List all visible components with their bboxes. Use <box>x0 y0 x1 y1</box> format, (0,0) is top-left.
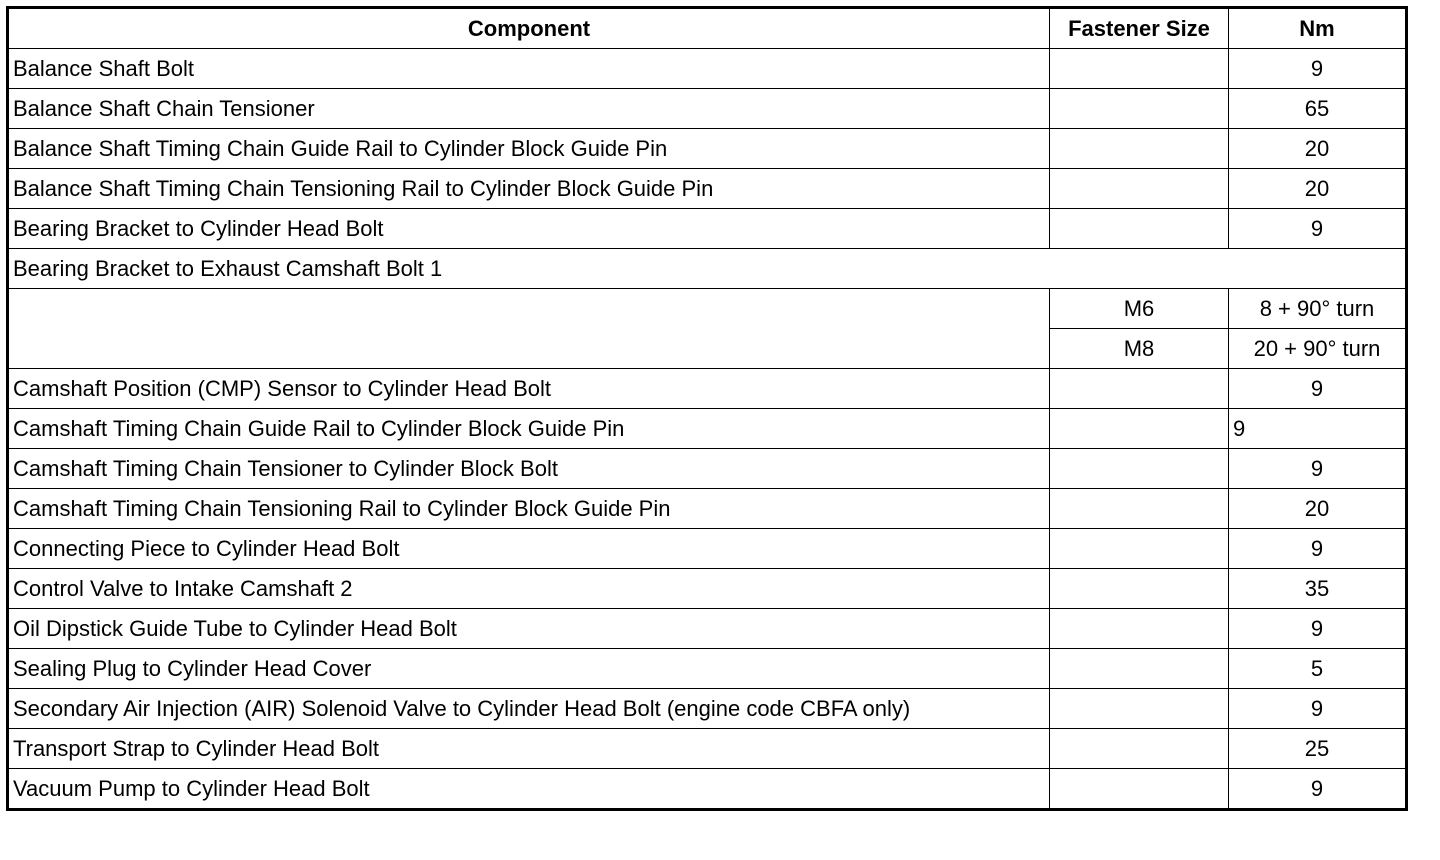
component-cell: Balance Shaft Bolt <box>8 49 1050 89</box>
component-cell <box>8 289 1050 369</box>
table-row <box>8 369 1407 409</box>
torque-specification-table <box>6 6 1408 811</box>
component-group-cell: Bearing Bracket to Exhaust Camshaft Bolt 1 <box>8 249 1407 289</box>
table-row <box>8 689 1407 729</box>
fastener-size-cell <box>1050 649 1229 689</box>
fastener-size-cell <box>1050 489 1229 529</box>
torque-cell: 20 <box>1229 129 1407 169</box>
fastener-size-cell <box>1050 729 1229 769</box>
torque-cell: 9 <box>1229 529 1407 569</box>
torque-cell: 9 <box>1229 609 1407 649</box>
torque-cell: 9 <box>1229 449 1407 489</box>
table-row <box>8 529 1407 569</box>
header-row <box>8 8 1407 49</box>
table-row <box>8 609 1407 649</box>
fastener-size-cell <box>1050 569 1229 609</box>
table-row <box>8 169 1407 209</box>
torque-cell: 5 <box>1229 649 1407 689</box>
torque-cell: 9 <box>1229 409 1407 449</box>
fastener-size-cell <box>1050 409 1229 449</box>
table-row <box>8 289 1407 329</box>
component-cell: Camshaft Timing Chain Tensioning Rail to Cylinder Block Guide Pin <box>8 489 1050 529</box>
table-row <box>8 89 1407 129</box>
header-fastener-size: Fastener Size <box>1050 8 1229 49</box>
fastener-size-cell <box>1050 769 1229 810</box>
torque-cell: 25 <box>1229 729 1407 769</box>
fastener-size-cell <box>1050 89 1229 129</box>
fastener-size-cell <box>1050 209 1229 249</box>
component-cell: Balance Shaft Timing Chain Tensioning Rail to Cylinder Block Guide Pin <box>8 169 1050 209</box>
fastener-size-cell <box>1050 169 1229 209</box>
table-row <box>8 569 1407 609</box>
component-cell: Vacuum Pump to Cylinder Head Bolt <box>8 769 1050 810</box>
table-row <box>8 729 1407 769</box>
torque-cell: 20 + 90° turn <box>1229 329 1407 369</box>
component-cell: Camshaft Timing Chain Tensioner to Cylinder Block Bolt <box>8 449 1050 489</box>
torque-cell: 20 <box>1229 169 1407 209</box>
fastener-size-cell <box>1050 449 1229 489</box>
torque-cell: 9 <box>1229 49 1407 89</box>
component-cell: Camshaft Position (CMP) Sensor to Cylinder Head Bolt <box>8 369 1050 409</box>
component-cell: Connecting Piece to Cylinder Head Bolt <box>8 529 1050 569</box>
header-nm: Nm <box>1229 8 1407 49</box>
torque-cell: 20 <box>1229 489 1407 529</box>
component-cell: Sealing Plug to Cylinder Head Cover <box>8 649 1050 689</box>
component-cell: Balance Shaft Chain Tensioner <box>8 89 1050 129</box>
table-row <box>8 769 1407 810</box>
torque-cell: 9 <box>1229 769 1407 810</box>
component-cell: Control Valve to Intake Camshaft 2 <box>8 569 1050 609</box>
component-cell: Bearing Bracket to Cylinder Head Bolt <box>8 209 1050 249</box>
fastener-size-cell <box>1050 529 1229 569</box>
torque-cell: 9 <box>1229 209 1407 249</box>
component-cell: Secondary Air Injection (AIR) Solenoid Valve to Cylinder Head Bolt (engine code CBFA only) <box>8 689 1050 729</box>
torque-cell: 9 <box>1229 689 1407 729</box>
table-row <box>8 649 1407 689</box>
table-row <box>8 409 1407 449</box>
table-row <box>8 449 1407 489</box>
torque-cell: 35 <box>1229 569 1407 609</box>
torque-cell: 8 + 90° turn <box>1229 289 1407 329</box>
component-cell: Transport Strap to Cylinder Head Bolt <box>8 729 1050 769</box>
header-component: Component <box>8 8 1050 49</box>
torque-cell: 65 <box>1229 89 1407 129</box>
component-cell: Camshaft Timing Chain Guide Rail to Cylinder Block Guide Pin <box>8 409 1050 449</box>
fastener-size-cell <box>1050 49 1229 89</box>
fastener-size-cell <box>1050 609 1229 649</box>
table-row <box>8 249 1407 289</box>
fastener-size-cell <box>1050 689 1229 729</box>
table-row <box>8 49 1407 89</box>
table-row <box>8 209 1407 249</box>
torque-cell: 9 <box>1229 369 1407 409</box>
component-cell: Oil Dipstick Guide Tube to Cylinder Head Bolt <box>8 609 1050 649</box>
fastener-size-cell: M8 <box>1050 329 1229 369</box>
component-cell: Balance Shaft Timing Chain Guide Rail to Cylinder Block Guide Pin <box>8 129 1050 169</box>
fastener-size-cell <box>1050 129 1229 169</box>
fastener-size-cell <box>1050 369 1229 409</box>
table-row <box>8 489 1407 529</box>
table-row <box>8 129 1407 169</box>
fastener-size-cell: M6 <box>1050 289 1229 329</box>
